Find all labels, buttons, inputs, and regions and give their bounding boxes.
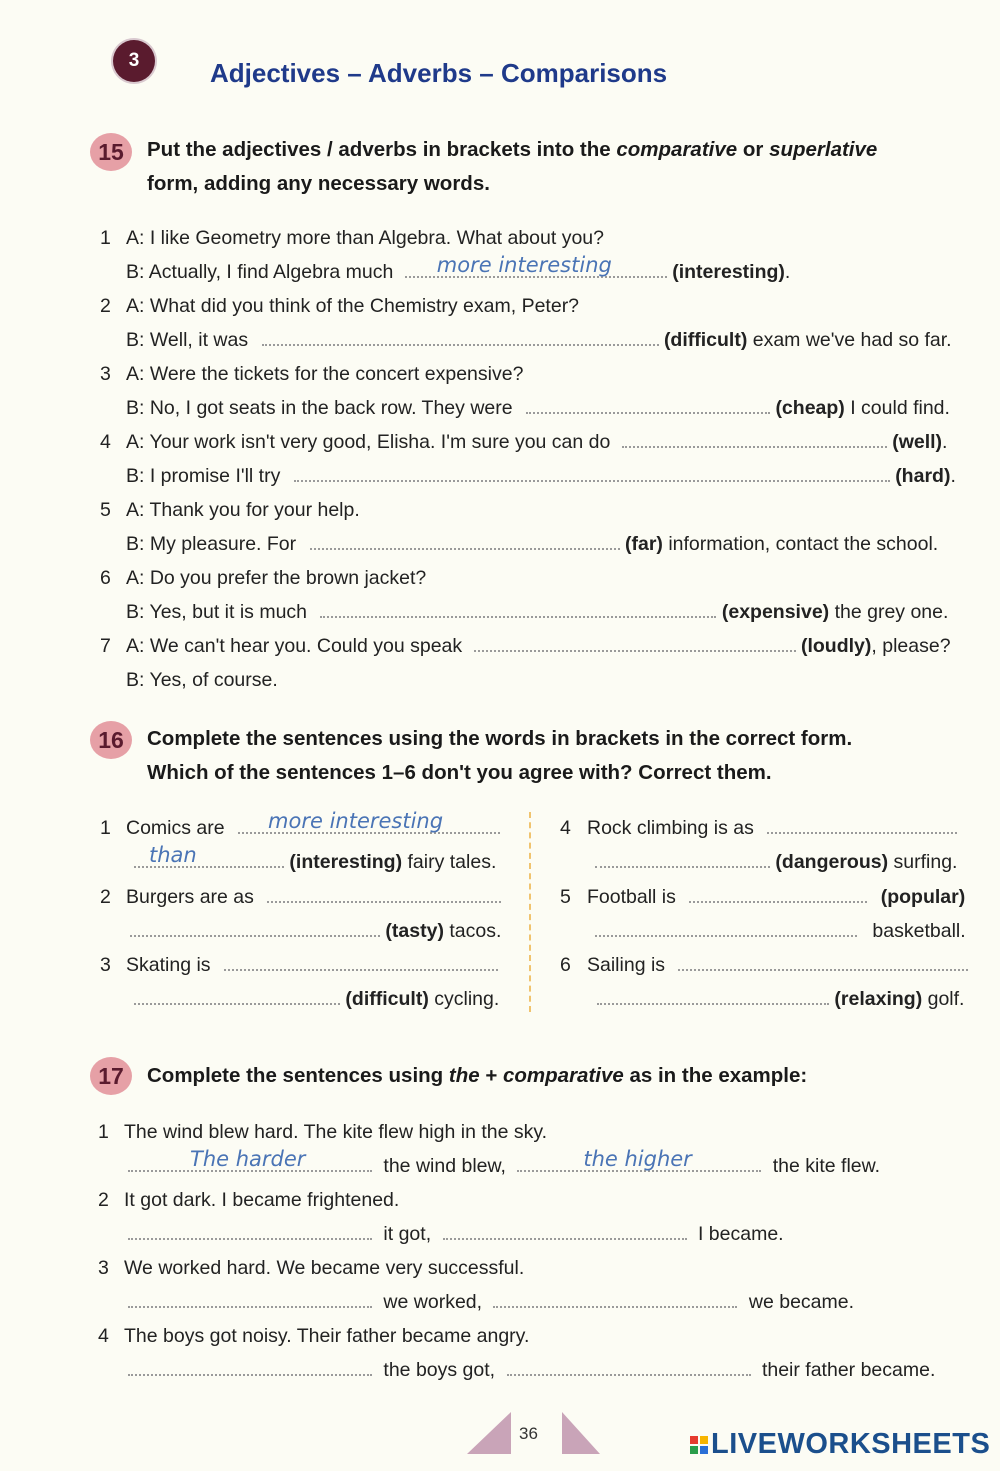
answer-blank[interactable] bbox=[595, 917, 857, 937]
filled-answer: the higher bbox=[583, 1147, 692, 1171]
previous-page-arrow bbox=[467, 1412, 511, 1454]
sentence-text: basketball. bbox=[595, 914, 966, 948]
dialogue-line-b: B: I promise I'll try (hard). bbox=[126, 459, 956, 493]
list-item: 5 bbox=[560, 886, 571, 908]
filled-answer: more interesting bbox=[436, 253, 612, 277]
exercise-number-badge: 17 bbox=[90, 1057, 132, 1095]
answer-blank[interactable] bbox=[405, 253, 667, 278]
answer-blank[interactable] bbox=[622, 428, 887, 448]
answer-blank[interactable] bbox=[678, 951, 968, 971]
dialogue-line-b: B: Actually, I find Algebra much more interesting (interesting). bbox=[126, 255, 790, 289]
list-item: 2 bbox=[100, 886, 111, 908]
answer-blank[interactable] bbox=[128, 1220, 372, 1240]
liveworksheets-logo: LIVEWORKSHEETS bbox=[690, 1428, 990, 1461]
answer-blank[interactable] bbox=[493, 1288, 737, 1308]
dialogue-line-b: B: Yes, of course. bbox=[126, 669, 278, 691]
answer-blank[interactable] bbox=[526, 394, 770, 414]
answer-blank[interactable] bbox=[294, 462, 890, 482]
dialogue-line-b: B: Well, it was (difficult) exam we've had so far. bbox=[126, 323, 952, 357]
list-item: 3 bbox=[100, 363, 111, 385]
answer-blank[interactable] bbox=[689, 883, 867, 903]
answer-blank[interactable] bbox=[128, 1147, 372, 1172]
next-page-arrow bbox=[562, 1412, 600, 1454]
sentence-text: The wind blew hard. The kite flew high in the sky. bbox=[124, 1121, 548, 1143]
dialogue-line-a: A: We can't hear you. Could you speak (loudly), please? bbox=[126, 629, 951, 663]
list-item: 6 bbox=[100, 567, 111, 589]
list-item: 7 bbox=[100, 635, 111, 657]
filled-answer: than bbox=[149, 843, 197, 867]
exercise-instructions: Complete the sentences using the + comparative as in the example: bbox=[147, 1064, 808, 1087]
dialogue-line-a: A: What did you think of the Chemistry exam, Peter? bbox=[126, 295, 580, 317]
sentence-text: Sailing is bbox=[587, 948, 968, 982]
exercise-number-badge: 16 bbox=[90, 721, 132, 759]
answer-blank[interactable] bbox=[517, 1147, 761, 1172]
dialogue-line-a: A: Your work isn't very good, Elisha. I'm sure you can do (well). bbox=[126, 425, 947, 459]
exercise-number-badge: 15 bbox=[90, 133, 132, 171]
exercise-instructions: Put the adjectives / adverbs in brackets into the comparative or superlative form, adding any necessary words. bbox=[147, 138, 878, 195]
sentence-text: It got dark. I became frightened. bbox=[124, 1189, 400, 1211]
dialogue-line-a: A: Thank you for your help. bbox=[126, 499, 360, 521]
sentence-text: (difficult) cycling. bbox=[134, 982, 499, 1016]
answer-blank[interactable] bbox=[443, 1220, 687, 1240]
list-item: 1 bbox=[100, 817, 111, 839]
answer-blank[interactable] bbox=[320, 598, 716, 618]
sentence-text: it got, I became. bbox=[128, 1217, 784, 1251]
sentence-text: Comics are more interesting bbox=[126, 811, 500, 845]
list-item: 1 bbox=[100, 227, 111, 249]
answer-blank[interactable] bbox=[128, 1288, 372, 1308]
answer-blank[interactable] bbox=[267, 883, 501, 903]
dialogue-line-b: B: My pleasure. For (far) information, contact the school. bbox=[126, 527, 938, 561]
answer-blank[interactable] bbox=[310, 530, 620, 550]
sentence-text: Burgers are as bbox=[126, 880, 501, 914]
answer-blank[interactable] bbox=[134, 843, 284, 868]
answer-blank[interactable] bbox=[224, 951, 498, 971]
page-title: Adjectives – Adverbs – Comparisons bbox=[210, 58, 668, 88]
list-item: 4 bbox=[560, 817, 571, 839]
sentence-text: Skating is bbox=[126, 948, 498, 982]
answer-blank[interactable] bbox=[134, 985, 340, 1005]
answer-blank[interactable] bbox=[128, 1356, 372, 1376]
sentence-text: (tasty) tacos. bbox=[130, 914, 501, 948]
list-item: 2 bbox=[100, 295, 111, 317]
dialogue-line-a: A: Were the tickets for the concert expensive? bbox=[126, 363, 524, 385]
sentence-text: Football is (popular) bbox=[587, 880, 965, 914]
sentence-text: than (interesting) fairy tales. bbox=[134, 845, 496, 879]
list-item: 5 bbox=[100, 499, 111, 521]
filled-answer: The harder bbox=[190, 1147, 306, 1171]
column-divider bbox=[529, 812, 531, 1012]
list-item: 2 bbox=[98, 1189, 109, 1211]
answer-blank[interactable] bbox=[595, 848, 770, 868]
sentence-text: The boys got noisy. Their father became angry. bbox=[124, 1325, 530, 1347]
dialogue-line-a: A: Do you prefer the brown jacket? bbox=[126, 567, 427, 589]
unit-number-badge: 3 bbox=[113, 40, 155, 82]
dialogue-line-a: A: I like Geometry more than Algebra. What about you? bbox=[126, 227, 604, 249]
sentence-text: (relaxing) golf. bbox=[597, 982, 964, 1016]
sentence-text: we worked, we became. bbox=[128, 1285, 854, 1319]
list-item: 6 bbox=[560, 954, 571, 976]
answer-blank[interactable] bbox=[262, 326, 659, 346]
sentence-text: (dangerous) surfing. bbox=[595, 845, 957, 879]
list-item: 4 bbox=[100, 431, 111, 453]
answer-blank[interactable] bbox=[507, 1356, 751, 1376]
exercise-instructions: Complete the sentences using the words in brackets in the correct form. Which of the sentences 1–6 don't you agree with? Correct them. bbox=[147, 727, 853, 784]
dialogue-line-b: B: Yes, but it is much (expensive) the grey one. bbox=[126, 595, 948, 629]
sentence-text: Rock climbing is as bbox=[587, 811, 957, 845]
answer-blank[interactable] bbox=[130, 917, 380, 937]
list-item: 1 bbox=[98, 1121, 109, 1143]
sentence-text: the boys got, their father became. bbox=[128, 1353, 935, 1387]
list-item: 3 bbox=[100, 954, 111, 976]
answer-blank[interactable] bbox=[597, 985, 829, 1005]
filled-answer: more interesting bbox=[268, 809, 444, 833]
answer-blank[interactable] bbox=[474, 632, 796, 652]
page-number: 36 bbox=[519, 1424, 538, 1443]
dialogue-line-b: B: No, I got seats in the back row. They were (cheap) I could find. bbox=[126, 391, 950, 425]
sentence-text: We worked hard. We became very successful. bbox=[124, 1257, 525, 1279]
logo-grid-icon bbox=[690, 1436, 708, 1454]
list-item: 3 bbox=[98, 1257, 109, 1279]
answer-blank[interactable] bbox=[767, 814, 957, 834]
sentence-text: The harder the wind blew, the higher the kite flew. bbox=[128, 1149, 880, 1183]
list-item: 4 bbox=[98, 1325, 109, 1347]
